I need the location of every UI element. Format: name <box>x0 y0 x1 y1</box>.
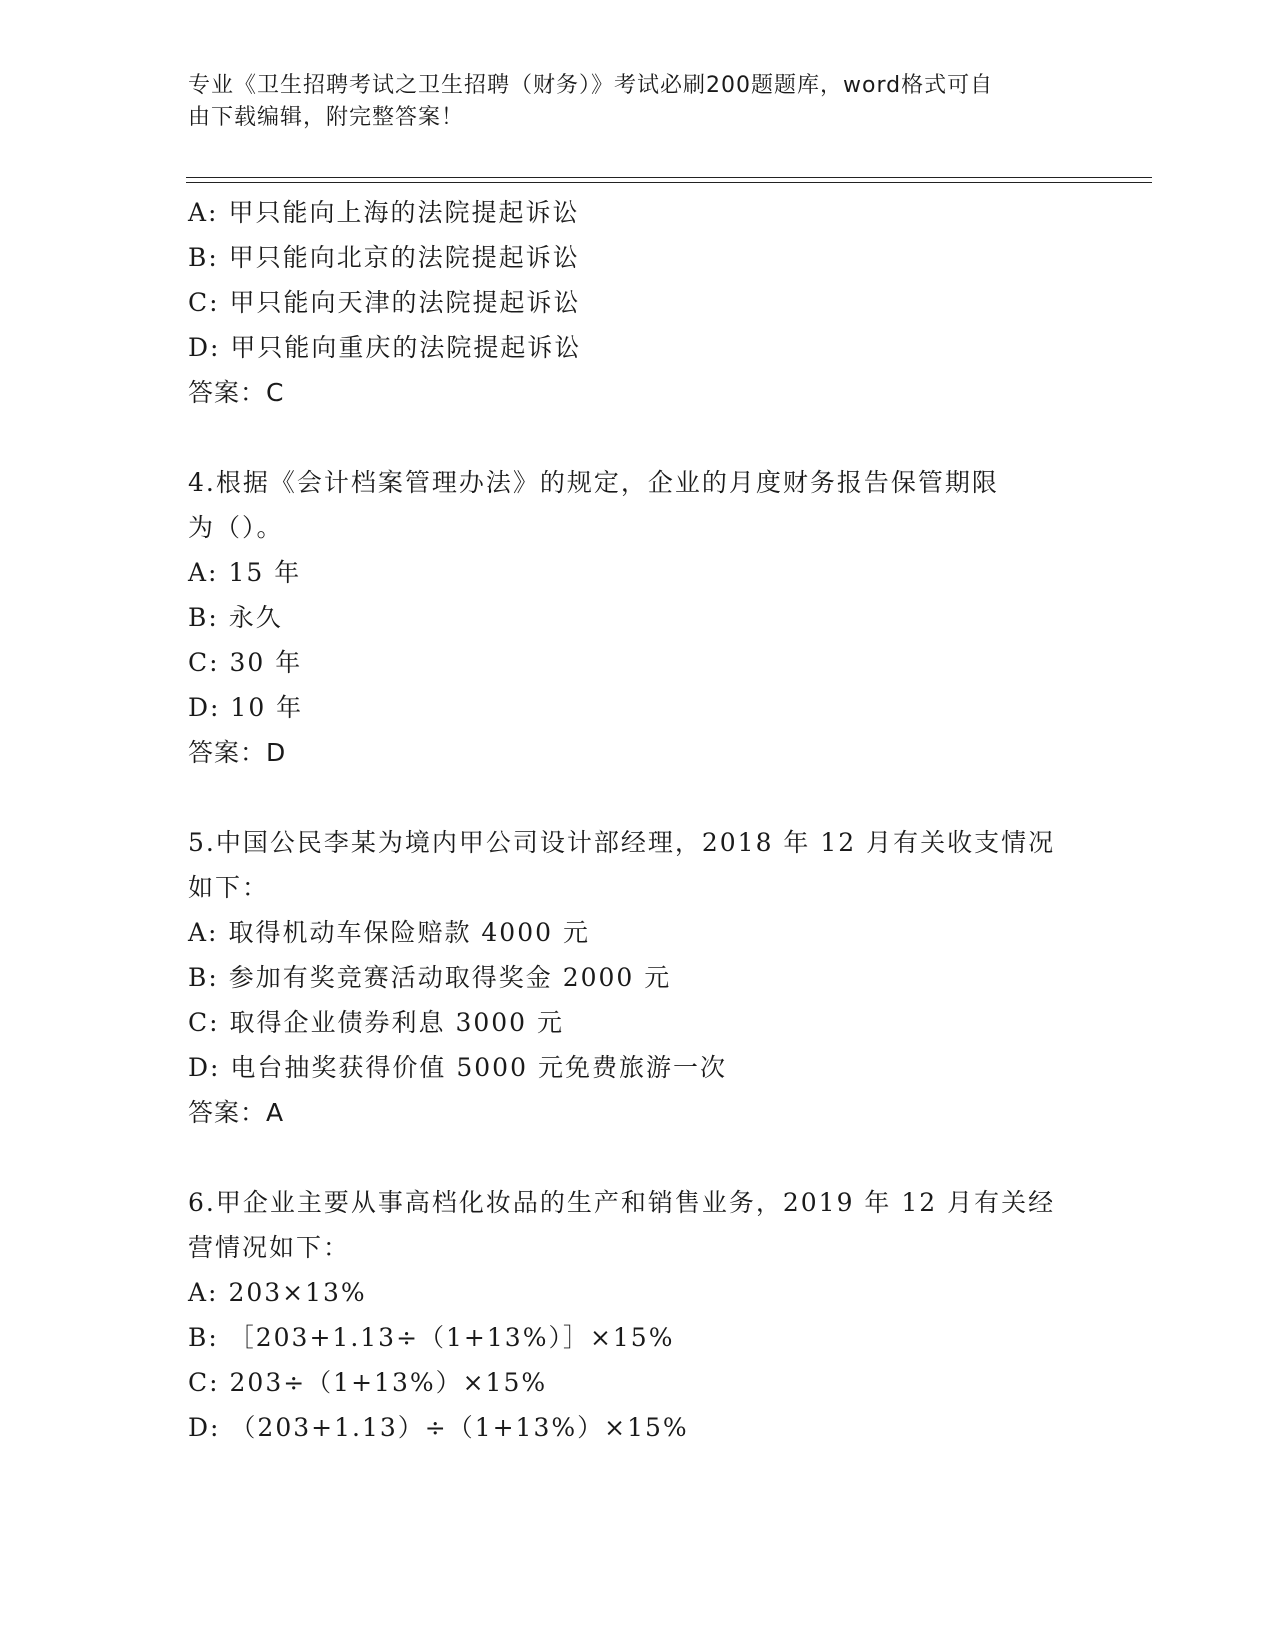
question-stem: 5.中国公民李某为境内甲公司设计部经理，2018 年 12 月有关收支情况 <box>188 828 1056 857</box>
answer: 答案：D <box>188 738 287 767</box>
option-a: A: 甲只能向上海的法院提起诉讼 <box>188 198 580 227</box>
option-a: A: 15 年 <box>188 558 302 587</box>
option-d: D: 10 年 <box>188 693 304 722</box>
question-3 <box>188 190 1088 415</box>
option-d: D: 电台抽奖获得价值 5000 元免费旅游一次 <box>188 1053 727 1082</box>
header-line-2: 由下载编辑，附完整答案！ <box>188 105 465 130</box>
question-stem-cont: 为（）。 <box>188 513 284 542</box>
option-b: B: 永久 <box>188 603 283 632</box>
question-5 <box>188 820 1088 1135</box>
option-b: B: ［203+1.13÷（1+13%）］×15% <box>188 1323 675 1352</box>
option-c: C: 甲只能向天津的法院提起诉讼 <box>188 288 581 317</box>
question-4 <box>188 460 1088 775</box>
option-d: D: （203+1.13）÷（1+13%）×15% <box>188 1413 689 1442</box>
answer: 答案：A <box>188 1098 285 1127</box>
question-stem-cont: 营情况如下： <box>188 1233 351 1262</box>
option-b: B: 甲只能向北京的法院提起诉讼 <box>188 243 580 272</box>
document-header <box>188 70 1068 134</box>
option-a: A: 取得机动车保险赔款 4000 元 <box>188 918 590 947</box>
question-stem: 6.甲企业主要从事高档化妆品的生产和销售业务，2019 年 12 月有关经 <box>188 1188 1056 1217</box>
question-stem-cont: 如下： <box>188 873 270 902</box>
question-6 <box>188 1180 1088 1450</box>
option-b: B: 参加有奖竞赛活动取得奖金 2000 元 <box>188 963 672 992</box>
option-c: C: 203÷（1+13%）×15% <box>188 1368 548 1397</box>
question-list <box>188 190 1088 1450</box>
option-d: D: 甲只能向重庆的法院提起诉讼 <box>188 333 582 362</box>
question-stem: 4.根据《会计档案管理办法》的规定，企业的月度财务报告保管期限 <box>188 468 999 497</box>
header-divider-bottom <box>186 182 1152 183</box>
option-a: A: 203×13% <box>188 1278 367 1307</box>
header-divider-top <box>186 177 1152 178</box>
answer: 答案：C <box>188 378 285 407</box>
option-c: C: 30 年 <box>188 648 303 677</box>
option-c: C: 取得企业债券利息 3000 元 <box>188 1008 565 1037</box>
header-line-1: 专业《卫生招聘考试之卫生招聘（财务）》考试必刷200题题库，word格式可自 <box>188 73 994 98</box>
